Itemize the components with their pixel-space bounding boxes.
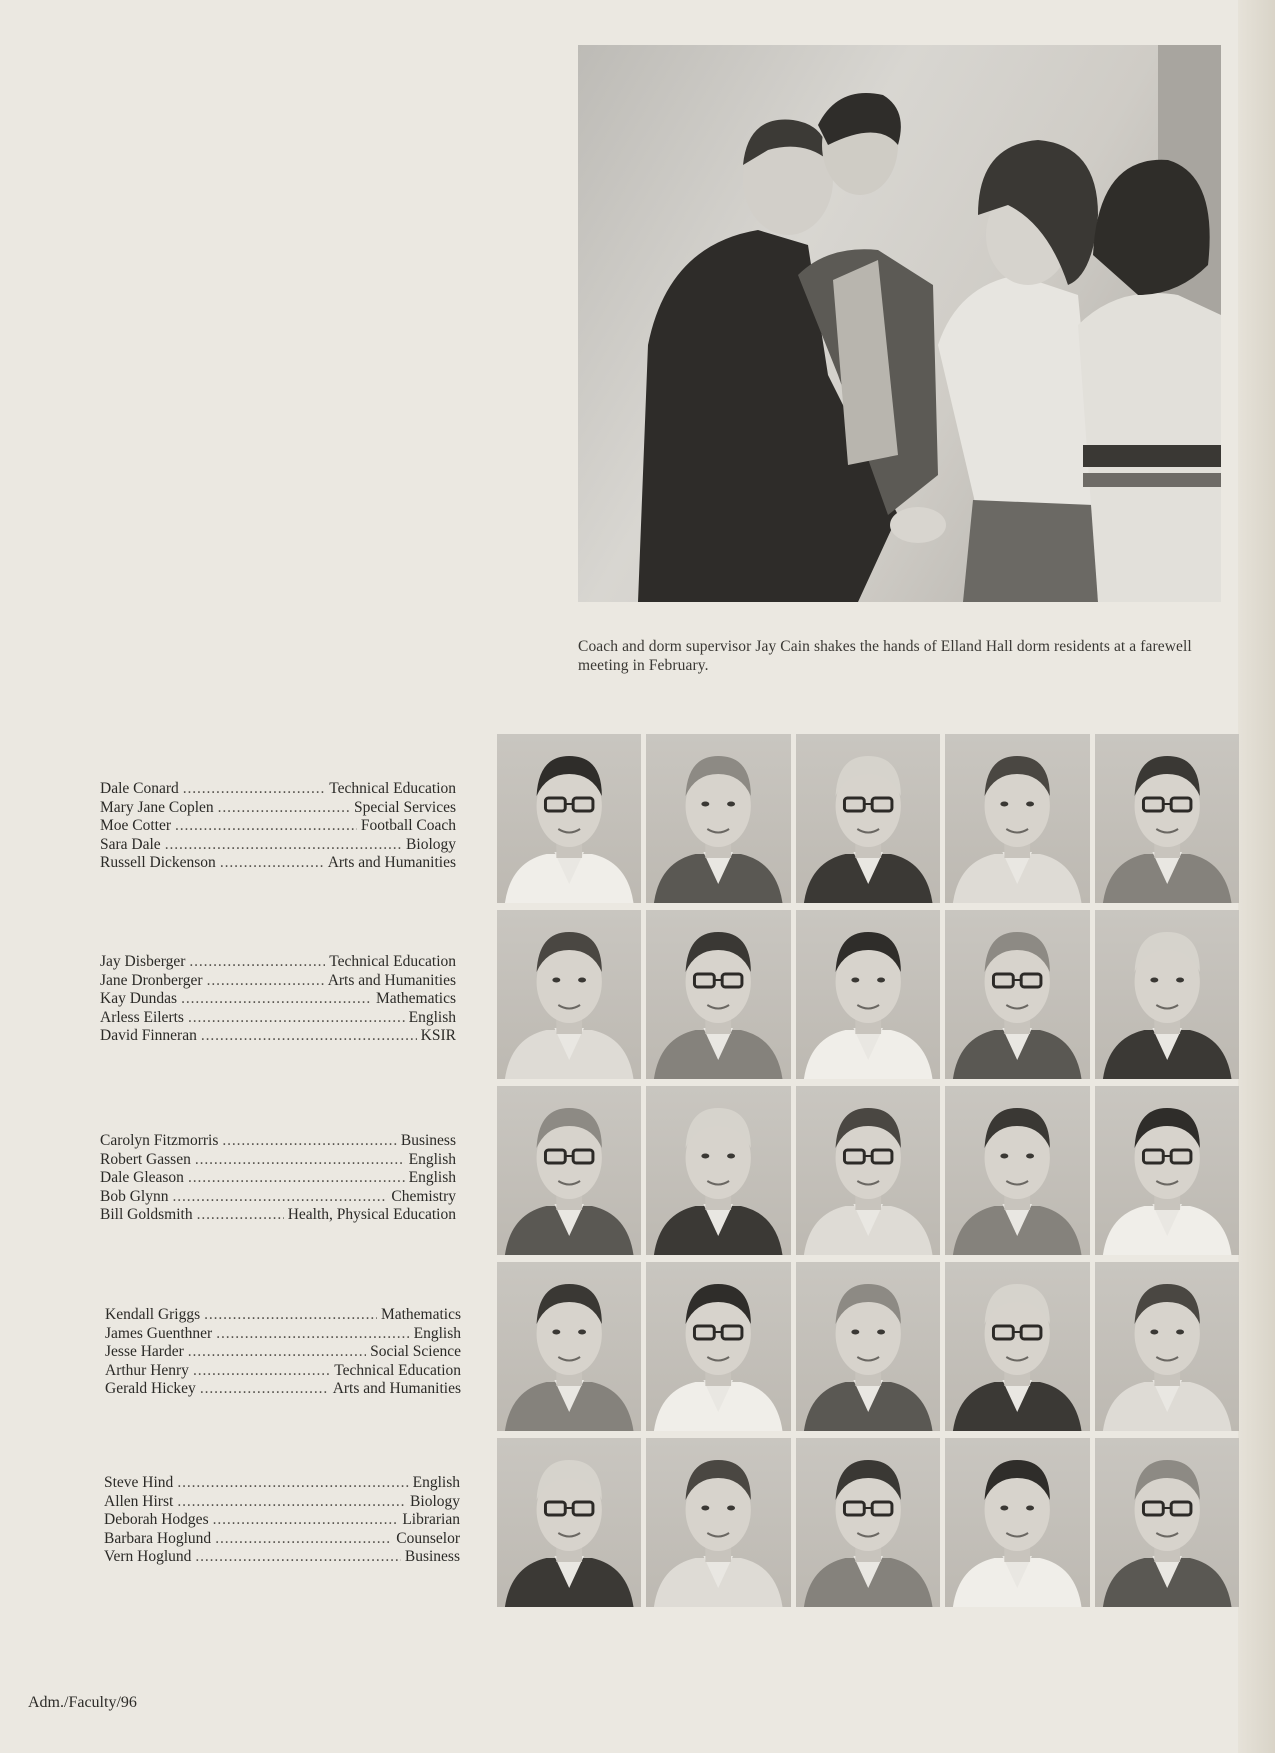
faculty-name: Jay Disberger	[100, 953, 186, 970]
faculty-portrait	[945, 1262, 1089, 1431]
faculty-portrait	[1095, 734, 1239, 903]
roster-entry	[100, 1206, 456, 1225]
faculty-portrait	[646, 910, 790, 1079]
leader-dots	[222, 1132, 396, 1151]
faculty-department: Librarian	[402, 1511, 460, 1529]
leader-dots	[193, 1362, 330, 1381]
roster-entry	[100, 1169, 456, 1188]
portrait-icon	[497, 1262, 641, 1431]
faculty-department: Technical Education	[334, 1361, 461, 1379]
roster-entry	[105, 1325, 461, 1344]
portrait-icon	[646, 910, 790, 1079]
leader-dots	[220, 854, 324, 873]
leader-dots	[175, 817, 357, 836]
faculty-portrait	[1095, 1262, 1239, 1431]
faculty-portrait	[497, 734, 641, 903]
portrait-icon	[796, 1086, 940, 1255]
faculty-department: Technical Education	[329, 780, 456, 797]
leader-dots	[188, 1169, 405, 1188]
roster-entry	[100, 953, 456, 972]
faculty-portrait	[1095, 910, 1239, 1079]
roster-entry	[100, 1151, 456, 1170]
faculty-department: Social Science	[370, 1343, 461, 1361]
portrait-row	[497, 1438, 1239, 1607]
faculty-department: English	[408, 1150, 456, 1168]
portrait-icon	[1095, 1438, 1239, 1607]
faculty-name: David Finneran	[100, 1027, 197, 1045]
faculty-portrait	[646, 734, 790, 903]
portrait-icon	[945, 734, 1089, 903]
roster-entry	[100, 990, 456, 1009]
leader-dots	[177, 1493, 406, 1512]
faculty-department: Business	[400, 1132, 456, 1149]
faculty-portrait	[497, 1438, 641, 1607]
faculty-department: Arts and Humanities	[332, 1380, 461, 1398]
faculty-portrait	[646, 1438, 790, 1607]
leader-dots	[189, 953, 325, 972]
faculty-portrait	[1095, 1086, 1239, 1255]
faculty-name: Carolyn Fitzmorris	[100, 1132, 219, 1149]
portrait-icon	[945, 1438, 1089, 1607]
faculty-name: Deborah Hodges	[104, 1511, 209, 1529]
faculty-name: Bob Glynn	[100, 1187, 169, 1205]
faculty-department: English	[408, 1169, 456, 1187]
portrait-icon	[646, 1086, 790, 1255]
roster-entry	[100, 1027, 456, 1046]
portrait-row	[497, 910, 1239, 1079]
leader-dots	[218, 799, 350, 818]
roster-entry	[100, 854, 456, 873]
faculty-portrait	[796, 910, 940, 1079]
faculty-department: Technical Education	[329, 953, 456, 970]
faculty-name: Allen Hirst	[104, 1492, 174, 1510]
faculty-department: Chemistry	[391, 1187, 456, 1205]
portrait-grid	[497, 734, 1239, 1614]
leader-dots	[213, 1511, 399, 1530]
photo-caption: Coach and dorm supervisor Jay Cain shakes the hands of Elland Hall dorm residents at a farewell meeting in February.	[578, 638, 1192, 674]
faculty-name: James Guenthner	[105, 1324, 213, 1342]
faculty-portrait	[497, 1086, 641, 1255]
roster-entry	[100, 1009, 456, 1028]
faculty-department: KSIR	[420, 1027, 456, 1045]
portrait-icon	[1095, 1262, 1239, 1431]
roster-entry	[100, 1132, 456, 1151]
portrait-icon	[497, 910, 641, 1079]
roster-group-5	[104, 1474, 460, 1567]
roster-entry	[105, 1343, 461, 1362]
page-folio: Adm./Faculty/96	[28, 1694, 137, 1711]
faculty-portrait	[945, 1438, 1089, 1607]
faculty-name: Vern Hoglund	[104, 1548, 192, 1566]
faculty-department: English	[412, 1474, 460, 1491]
faculty-name: Steve Hind	[104, 1474, 174, 1491]
portrait-icon	[646, 1438, 790, 1607]
faculty-name: Sara Dale	[100, 835, 161, 853]
portrait-icon	[1095, 734, 1239, 903]
roster-entry	[105, 1306, 461, 1325]
roster-entry	[100, 817, 456, 836]
portrait-icon	[497, 1086, 641, 1255]
faculty-department: Football Coach	[360, 817, 456, 835]
faculty-portrait	[796, 1438, 940, 1607]
roster-group-1	[100, 780, 456, 873]
faculty-department: English	[408, 1008, 456, 1026]
photo-handshake-icon	[578, 45, 1221, 602]
portrait-row	[497, 1262, 1239, 1431]
leader-dots	[204, 1306, 377, 1325]
portrait-icon	[497, 734, 641, 903]
faculty-department: Health, Physical Education	[287, 1206, 456, 1224]
faculty-department: Biology	[410, 1492, 460, 1510]
faculty-department: Arts and Humanities	[327, 854, 456, 872]
handshake-photo	[578, 45, 1221, 602]
faculty-portrait	[646, 1086, 790, 1255]
portrait-icon	[796, 910, 940, 1079]
faculty-portrait	[796, 1262, 940, 1431]
portrait-icon	[646, 734, 790, 903]
portrait-row	[497, 1086, 1239, 1255]
portrait-row	[497, 734, 1239, 903]
leader-dots	[188, 1009, 405, 1028]
leader-dots	[165, 836, 402, 855]
roster-entry	[100, 1188, 456, 1207]
portrait-icon	[945, 910, 1089, 1079]
leader-dots	[188, 1343, 366, 1362]
faculty-name: Jane Dronberger	[100, 971, 203, 989]
faculty-portrait	[497, 910, 641, 1079]
leader-dots	[195, 1548, 400, 1567]
faculty-name: Robert Gassen	[100, 1150, 191, 1168]
roster-group-2	[100, 953, 456, 1046]
faculty-name: Arthur Henry	[105, 1361, 189, 1379]
faculty-portrait	[1095, 1438, 1239, 1607]
faculty-department: Arts and Humanities	[327, 971, 456, 989]
faculty-department: English	[413, 1324, 461, 1342]
roster-entry	[105, 1380, 461, 1399]
faculty-name: Dale Conard	[100, 780, 179, 797]
roster-entry	[104, 1530, 460, 1549]
portrait-icon	[945, 1262, 1089, 1431]
leader-dots	[215, 1530, 392, 1549]
roster-entry	[100, 972, 456, 991]
faculty-name: Dale Gleason	[100, 1169, 184, 1187]
leader-dots	[197, 1206, 284, 1225]
faculty-portrait	[945, 734, 1089, 903]
faculty-name: Bill Goldsmith	[100, 1206, 193, 1224]
faculty-name: Barbara Hoglund	[104, 1529, 212, 1547]
page-edge	[1238, 0, 1275, 1753]
faculty-department: Business	[404, 1548, 460, 1566]
faculty-name: Russell Dickenson	[100, 854, 216, 872]
roster-entry	[100, 836, 456, 855]
faculty-portrait	[945, 910, 1089, 1079]
leader-dots	[207, 972, 324, 991]
roster-entry	[100, 780, 456, 799]
portrait-icon	[1095, 910, 1239, 1079]
faculty-name: Mary Jane Coplen	[100, 798, 214, 816]
leader-dots	[181, 990, 372, 1009]
faculty-name: Kay Dundas	[100, 990, 178, 1008]
portrait-icon	[1095, 1086, 1239, 1255]
faculty-name: Jesse Harder	[105, 1343, 184, 1361]
leader-dots	[183, 780, 326, 799]
portrait-icon	[796, 1438, 940, 1607]
leader-dots	[201, 1027, 417, 1046]
roster-entry	[100, 799, 456, 818]
roster-group-4	[105, 1306, 461, 1399]
faculty-portrait	[945, 1086, 1089, 1255]
roster-entry	[104, 1474, 460, 1493]
faculty-department: Counselor	[396, 1529, 460, 1547]
portrait-icon	[945, 1086, 1089, 1255]
faculty-portrait	[646, 1262, 790, 1431]
faculty-name: Moe Cotter	[100, 817, 172, 835]
leader-dots	[195, 1151, 405, 1170]
faculty-name: Gerald Hickey	[105, 1380, 196, 1398]
leader-dots	[172, 1188, 387, 1207]
faculty-name: Kendall Griggs	[105, 1306, 201, 1323]
leader-dots	[177, 1474, 408, 1493]
faculty-portrait	[796, 734, 940, 903]
roster-entry	[104, 1511, 460, 1530]
faculty-department: Biology	[406, 835, 456, 853]
roster-entry	[105, 1362, 461, 1381]
portrait-icon	[796, 734, 940, 903]
roster-entry	[104, 1493, 460, 1512]
portrait-icon	[497, 1438, 641, 1607]
faculty-name: Arless Eilerts	[100, 1008, 184, 1026]
faculty-department: Mathematics	[380, 1306, 461, 1323]
faculty-portrait	[497, 1262, 641, 1431]
leader-dots	[200, 1380, 329, 1399]
portrait-icon	[646, 1262, 790, 1431]
faculty-department: Mathematics	[375, 990, 456, 1008]
faculty-portrait	[796, 1086, 940, 1255]
leader-dots	[216, 1325, 409, 1344]
faculty-department: Special Services	[353, 798, 456, 816]
roster-entry	[104, 1548, 460, 1567]
portrait-icon	[796, 1262, 940, 1431]
roster-group-3	[100, 1132, 456, 1225]
